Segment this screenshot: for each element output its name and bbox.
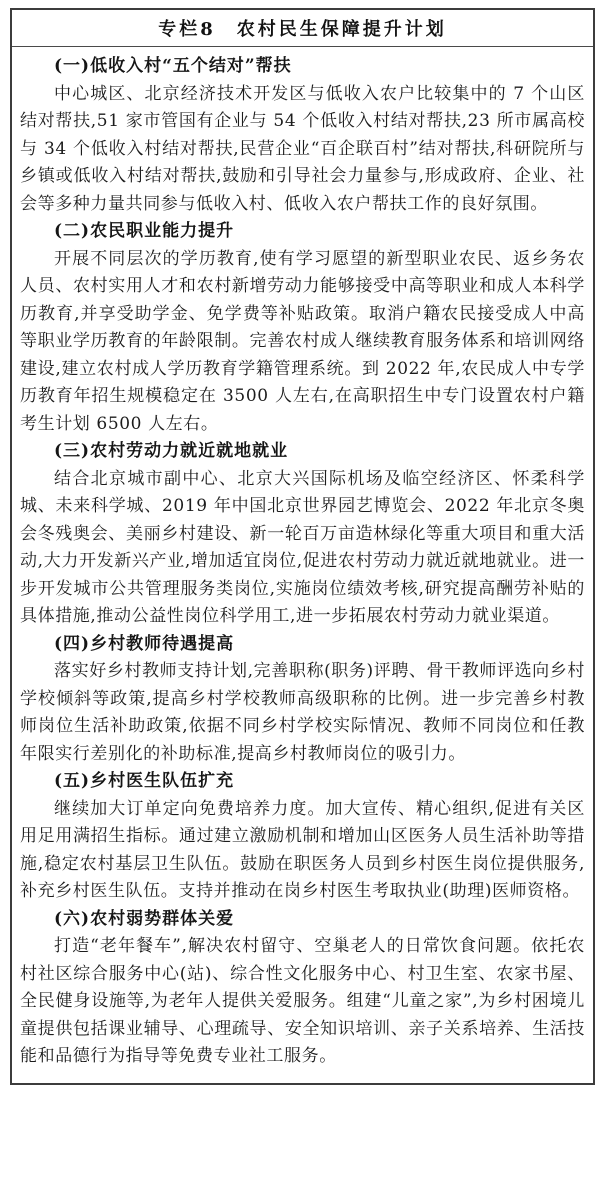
- section-paragraph: 中心城区、北京经济技术开发区与低收入农户比较集中的 7 个山区结对帮扶,51 家市管国有企业与 54 个低收入村结对帮扶,23 所市属高校与 34 个低收入村结对帮扶,民营企业“百企联百村”结对帮扶,科研院所与乡镇或低收入村结对帮扶,鼓励和引导社会力量参与,形成政府、企业、社会等多种力量共同参与低收入村、低收入农户帮扶工作的良好氛围。: [20, 83, 585, 214]
- section-heading: (五)乡村医生队伍扩充: [54, 771, 235, 791]
- section-farmer-vocational-ability: [20, 218, 585, 438]
- section-heading: (一)低收入村“五个结对”帮扶: [54, 56, 292, 76]
- section-vulnerable-group-care: [20, 906, 585, 1071]
- column-panel: [10, 8, 595, 1085]
- section-paragraph: 落实好乡村教师支持计划,完善职称(职务)评聘、骨干教师评选向乡村学校倾斜等政策,提高乡村学校教师高级职称的比例。进一步完善乡村教师岗位生活补助政策,依据不同乡村学校实际情况、教师不同岗位和任教年限实行差别化的补助标准,提高乡村教师岗位的吸引力。: [20, 661, 585, 764]
- section-paragraph: 结合北京城市副中心、北京大兴国际机场及临空经济区、怀柔科学城、未来科学城、2019 年中国北京世界园艺博览会、2022 年北京冬奥会冬残奥会、美丽乡村建设、新一轮百万亩造林绿化等重大项目和重大活动,大力开发新兴产业,增加适宜岗位,促进农村劳动力就近就地就业。进一步开发城市公共管理服务类岗位,实施岗位绩效考核,研究提高酬劳补贴的具体措施,推动公益性岗位科学用工,进一步拓展农村劳动力就业渠道。: [20, 468, 585, 626]
- section-heading: (三)农村劳动力就近就地就业: [54, 441, 289, 461]
- section-paragraph: 打造“老年餐车”,解决农村留守、空巢老人的日常饮食问题。依托农村社区综合服务中心(站)、综合性文化服务中心、村卫生室、农家书屋、全民健身设施等,为老年人提供关爱服务。组建“儿童之家”,为乡村困境儿童提供包括课业辅导、心理疏导、安全知识培训、亲子关系培养、生活技能和品德行为指导等免费专业社工服务。: [20, 936, 585, 1066]
- panel-title: 专栏8 农村民生保障提升计划: [12, 10, 593, 47]
- section-low-income-village-pairing: [20, 53, 585, 218]
- section-village-doctor-expansion: [20, 768, 585, 906]
- section-rural-teacher-treatment: [20, 631, 585, 769]
- section-paragraph: 开展不同层次的学历教育,使有学习愿望的新型职业农民、返乡务农人员、农村实用人才和农村新增劳动力能够接受中高等职业和成人本科学历教育,并享受助学金、免学费等补贴政策。取消户籍农民接受成人中高等职业学历教育的年龄限制。完善农村成人继续教育服务体系和培训网络建设,建立农村成人学历教育学籍管理系统。到 2022 年,农民成人中专学历教育年招生规模稳定在 3500 人左右,在高职招生中专门设置农村户籍考生计划 6500 人左右。: [20, 248, 585, 434]
- section-heading: (四)乡村教师待遇提高: [54, 633, 235, 654]
- section-heading: (六)农村弱势群体关爱: [54, 908, 235, 929]
- section-heading: (二)农民职业能力提升: [54, 221, 235, 241]
- panel-body: [12, 47, 593, 1083]
- section-paragraph: 继续加大订单定向免费培养力度。加大宣传、精心组织,促进有关区用足用满招生指标。通过建立激励机制和增加山区医务人员生活补助等措施,稳定农村基层卫生队伍。鼓励在职医务人员到乡村医生岗位提供服务,补充乡村医生队伍。支持并推动在岗乡村医生考取执业(助理)医师资格。: [20, 798, 585, 901]
- section-rural-labor-employment: [20, 438, 585, 631]
